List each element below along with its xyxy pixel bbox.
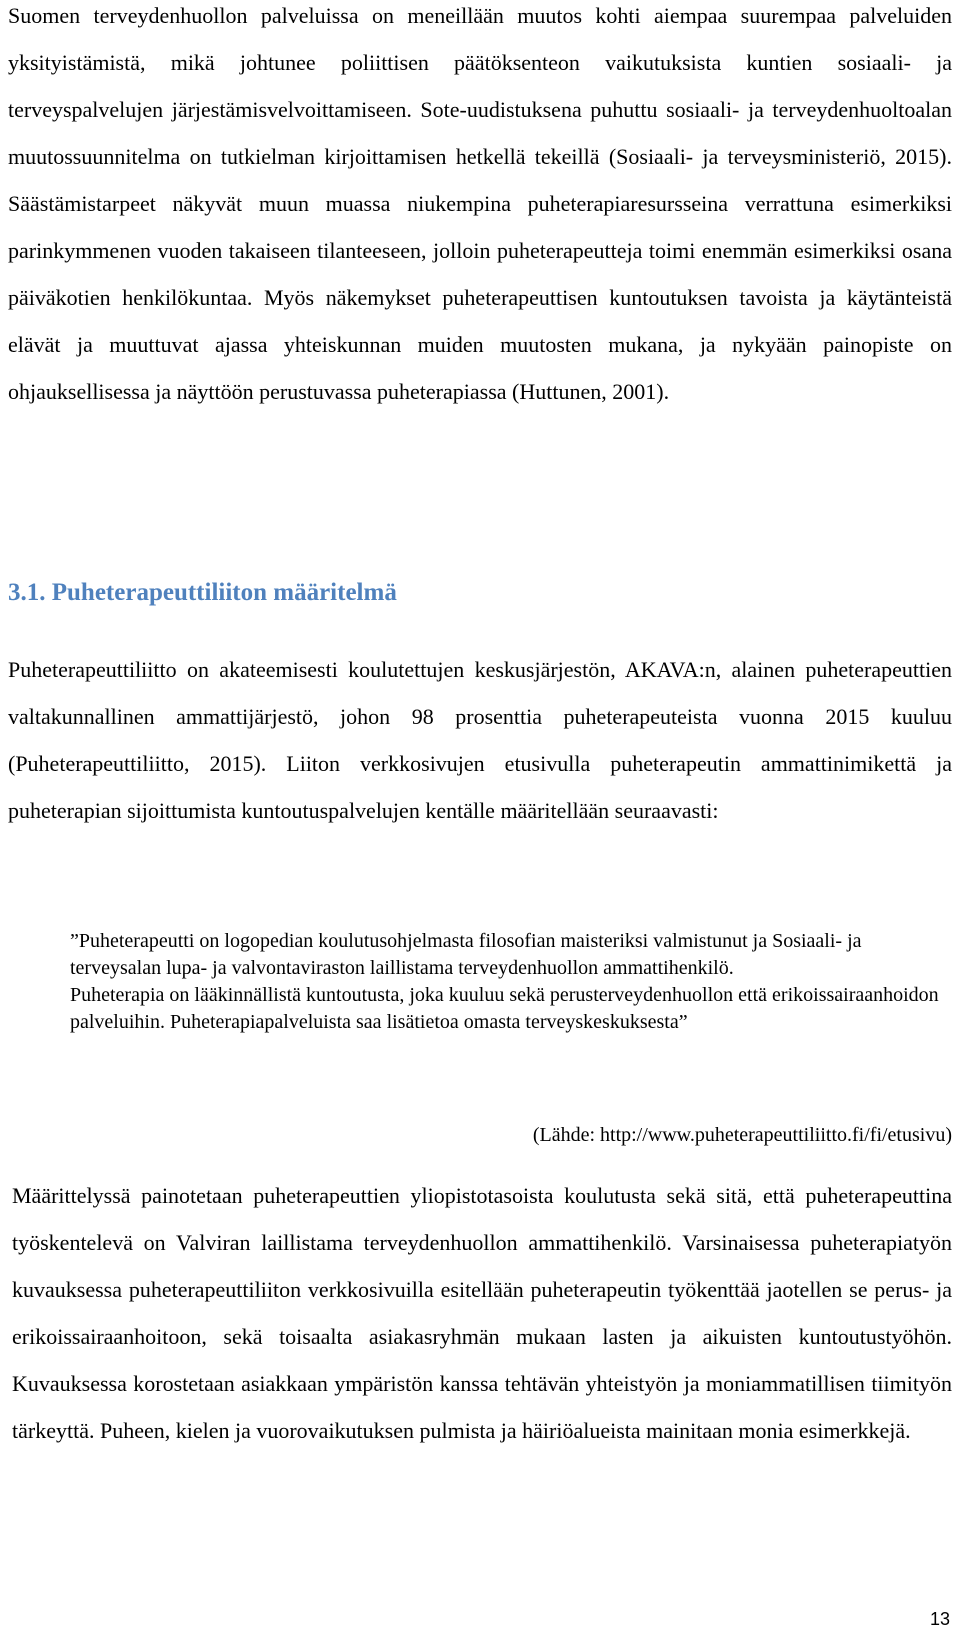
body-paragraph-3: Määrittelyssä painotetaan puheterapeuttien yliopistotasoista koulutusta sekä sitä, että puheterapeuttina työskentelevä on Valviran laillistama terveydenhuollon ammattihenkilö. Varsinaisessa puheterapiatyön kuvauksessa puheterapeuttiliiton verkkosivuilla esitellään puheterapeutin työkenttää jaotellen se perus- ja erikoissairaanhoitoon, sekä toisaalta asiakasryhmän mukaan lasten ja aikuisten kuntoutustyöhön. Kuvauksessa korostetaan asiakkaan ympäristön kanssa tehtävän yhteistyön ja moniammatillisen tiimityön tärkeyttä. Puheen, kielen ja vuorovaikutuksen pulmista ja häiriöalueista mainitaan monia esimerkkejä.	[12, 1183, 952, 1443]
quote-source: (Lähde: http://www.puheterapeuttiliitto.fi/fi/etusivu)	[532, 1124, 952, 1146]
quote-line-1: ”Puheterapeutti on logopedian koulutusohjelmasta filosofian maisteriksi valmistunut ja Sosiaali- ja terveysalan lupa- ja valvontaviraston laillistama terveydenhuollon ammattihenkilö.	[70, 930, 862, 979]
quote-line-2: Puheterapia on lääkinnällistä kuntoutusta, joka kuuluu sekä perusterveydenhuollon että erikoissairaanhoidon palveluihin. Puheterapiapalveluista saa lisätietoa omasta terveyskeskuksesta”	[70, 984, 939, 1033]
body-paragraph-2: Puheterapeuttiliitto on akateemisesti koulutettujen keskusjärjestön, AKAVA:n, alainen puheterapeuttien valtakunnallinen ammattijärjestö, johon 98 prosenttia puheterapeuteista vuonna 2015 kuuluu (Puheterapeuttiliitto, 2015). Liiton verkkosivujen etusivulla puheterapeutin ammattinimikettä ja puheterapian sijoittumista kuntoutuspalvelujen kentälle määritellään seuraavasti:	[8, 657, 952, 823]
block-quote	[70, 928, 952, 1036]
body-paragraph-1: Suomen terveydenhuollon palveluissa on meneillään muutos kohti aiempaa suurempaa palveluiden yksityistämistä, mikä johtunee poliittisen päätöksenteon vaikutuksista kuntien sosiaali- ja terveyspalvelujen järjestämisvelvoittamiseen. Sote-uudistuksena puhuttu sosiaali- ja terveydenhuoltoalan muutossuunnitelma on tutkielman kirjoittamisen hetkellä tekeillä (Sosiaali- ja terveysministeriö, 2015). Säästämistarpeet näkyvät muun muassa niukempina puheterapiaresursseina verrattuna esimerkiksi parinkymmenen vuoden takaiseen tilanteeseen, jolloin puheterapeutteja toimi enemmän esimerkiksi osana päiväkotien henkilökuntaa. Myös näkemykset puheterapeuttisen kuntoutuksen tavoista ja käytänteistä elävät ja muuttuvat ajassa yhteiskunnan muiden muutosten mukana, ja nykyään painopiste on ohjauksellisessa ja näyttöön perustuvassa puheterapiassa (Huttunen, 2001).	[8, 3, 952, 404]
section-heading: 3.1. Puheterapeuttiliiton määritelmä	[8, 579, 397, 606]
page-number: 13	[929, 1609, 950, 1629]
